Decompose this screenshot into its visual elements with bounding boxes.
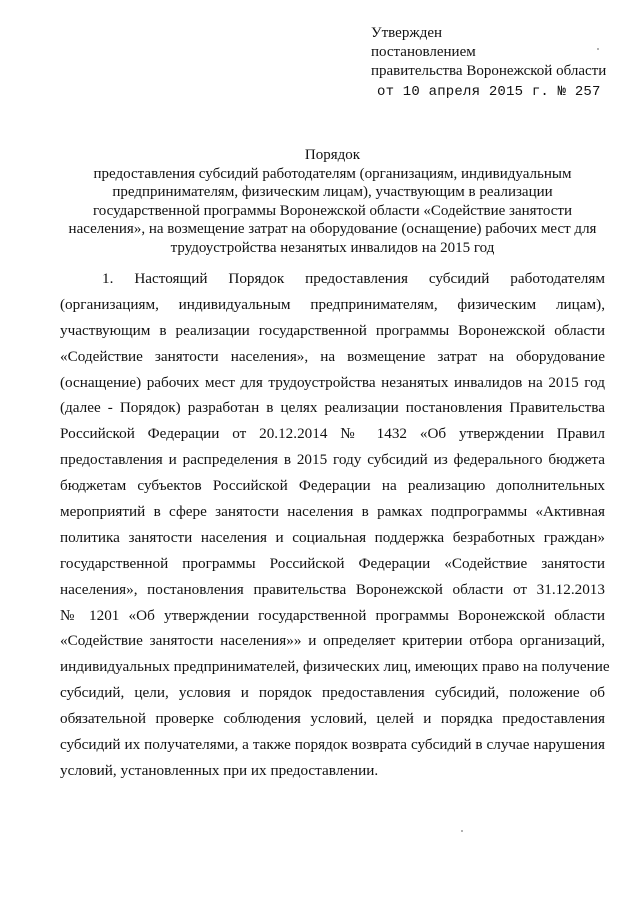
body-line: мероприятий в сфере занятости населения в рамках подпрограммы «Активная: [60, 503, 605, 521]
body-line: Российской Федерации от 20.12.2014 № 1432 «Об утверждении Правил: [60, 425, 605, 443]
body-line: субсидий, цели, условия и порядок предоставления субсидий, положение об: [60, 684, 605, 702]
body-line: (далее - Порядок) разработан в целях реализации постановления Правительства: [60, 399, 605, 417]
body-line: (организациям, индивидуальным предпринимателям, физическим лицам),: [60, 295, 605, 313]
body-line: «Содействие занятости населения», на возмещение затрат на оборудование: [60, 347, 605, 365]
body-line: населения», постановления правительства Воронежской области от 31.12.2013: [60, 580, 605, 598]
title-line: населения», на возмещение затрат на оборудование (оснащение) рабочих мест для: [68, 221, 597, 238]
scan-speck: [461, 830, 463, 832]
title-heading: Порядок: [304, 147, 361, 163]
approval-line-government: правительства Воронежской области: [371, 63, 607, 79]
body-line: условий, установленных при их предоставлении.: [60, 761, 379, 779]
body-line: участвующим в реализации государственной программы Воронежской области: [60, 321, 605, 339]
body-line: государственной программы Российской Федерации «Содействие занятости: [60, 554, 605, 572]
title-line: государственной программы Воронежской области «Содействие занятости: [92, 202, 573, 219]
title-line: трудоустройства незанятых инвалидов на 2015 год: [170, 239, 495, 256]
title-line: предпринимателям, физическим лицам), участвующим в реализации: [112, 184, 553, 201]
body-line: бюджетам субъектов Российской Федерации на реализацию дополнительных: [60, 477, 605, 495]
approval-line-approved: Утвержден: [371, 25, 443, 41]
body-line: 1. Настоящий Порядок предоставления субсидий работодателям: [102, 270, 605, 287]
body-line: «Содействие занятости населения»» и определяет критерии отбора организаций,: [60, 632, 605, 650]
body-line: (оснащение) рабочих мест для трудоустройства незанятых инвалидов на 2015 год: [60, 373, 605, 391]
body-line: обязательной проверке соблюдения условий, целей и порядка предоставления: [60, 710, 605, 728]
approval-line-resolution: постановлением: [371, 44, 476, 60]
body-line: № 1201 «Об утверждении государственной программы Воронежской области: [60, 606, 605, 624]
approval-date: от 10 апреля 2015 г. № 257: [377, 84, 601, 100]
document-title: [60, 146, 605, 258]
title-line: предоставления субсидий работодателям (организациям, индивидуальным: [93, 165, 572, 182]
scan-speck: [597, 48, 599, 50]
approval-stamp: [371, 24, 631, 102]
body-line: субсидий их получателями, а также порядок возврата субсидий в случае нарушения: [60, 736, 605, 754]
body-line: политика занятости населения и социальная поддержка безработных граждан»: [60, 528, 605, 546]
body-line: предоставления и распределения в 2015 году субсидий из федерального бюджета: [60, 451, 605, 469]
body-line: индивидуальных предпринимателей, физических лиц, имеющих право на получение: [60, 658, 610, 676]
paragraph-1: [60, 266, 610, 784]
